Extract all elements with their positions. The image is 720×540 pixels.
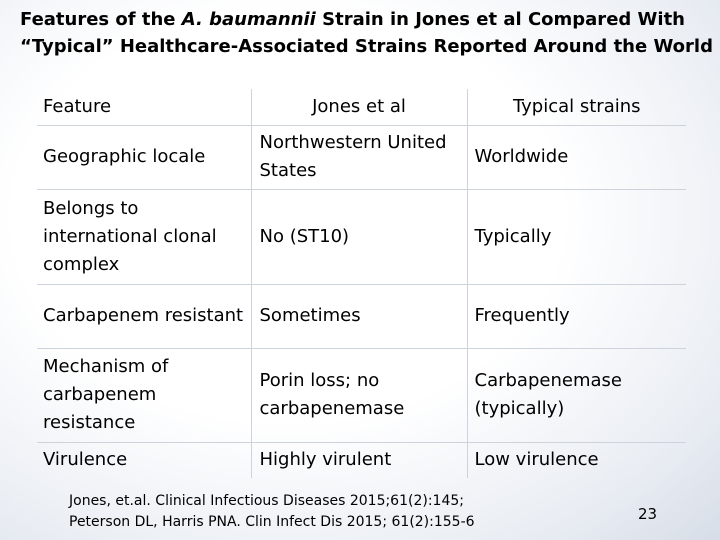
header-typical: Typical strains <box>467 89 686 125</box>
table-row <box>37 442 686 478</box>
table-row <box>37 284 686 348</box>
row-feature: Geographic locale <box>37 125 251 189</box>
row-feature: Virulence <box>43 449 128 471</box>
row-typical-value: Low virulence <box>467 442 686 478</box>
header-jones: Jones et al <box>251 89 467 125</box>
row-jones-value: Highly virulent <box>251 442 467 478</box>
title-prefix: Features of the <box>20 9 182 30</box>
reference-line: Jones, et.al. Clinical Infectious Diseases 2015;61(2):145; <box>69 493 464 509</box>
slide-title <box>20 6 713 60</box>
row-feature: Mechanism of carbapenem resistance <box>37 348 251 442</box>
header-feature: Feature <box>37 89 251 125</box>
row-feature: Belongs to international clonal complex <box>37 189 251 284</box>
reference-line: Peterson DL, Harris PNA. Clin Infect Dis 2015; 61(2):155-6 <box>69 514 475 530</box>
page-number: 23 <box>638 505 658 523</box>
row-typical-value: Carbapenemase (typically) <box>467 348 686 442</box>
title-line-2: “Typical” Healthcare-Associated Strains Reported Around the World <box>20 36 713 57</box>
row-jones-value: Porin loss; no carbapenemase <box>251 348 467 442</box>
table-header-row <box>37 89 686 125</box>
title-suffix: Strain in Jones et al Compared With <box>315 9 685 30</box>
table-row <box>37 125 686 189</box>
row-jones-value: No (ST10) <box>251 189 467 284</box>
row-typical-value: Typically <box>467 189 686 284</box>
row-jones-value: Northwestern United States <box>251 125 467 189</box>
comparison-table <box>37 89 686 478</box>
row-typical-value: Worldwide <box>467 125 686 189</box>
row-typical-value: Frequently <box>467 284 686 348</box>
title-organism: A. baumannii <box>181 9 316 30</box>
table-row <box>37 348 686 442</box>
row-jones-value: Sometimes <box>251 284 467 348</box>
title-line-1 <box>20 6 710 33</box>
row-feature: Carbapenem resistant <box>37 284 251 348</box>
references <box>69 491 475 533</box>
table-row <box>37 189 686 284</box>
